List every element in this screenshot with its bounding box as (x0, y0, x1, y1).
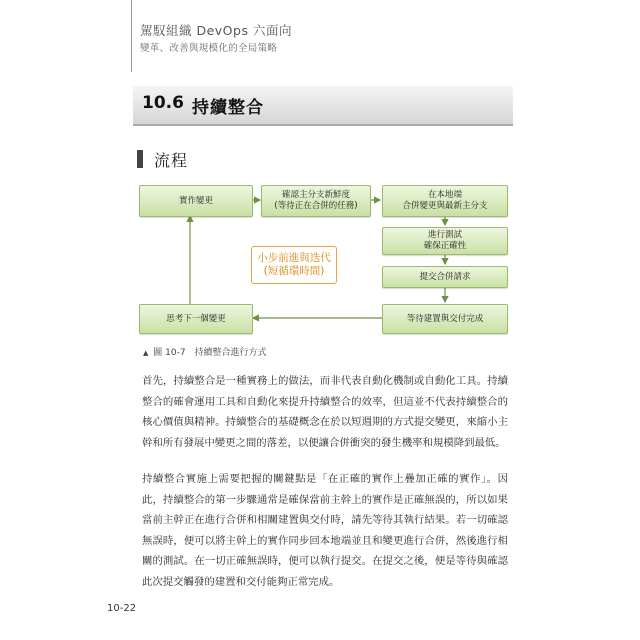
box-practice-change: 實作變更 (139, 185, 253, 217)
iteration-note: 小步前進與迭代 (短循環時間) (251, 246, 337, 284)
book-subtitle: 變革、改善與規模化的全局策略 (140, 43, 278, 54)
header-rule (131, 0, 132, 72)
ci-flow-diagram (130, 178, 512, 338)
subsection-title: 流程 (154, 151, 189, 170)
box-submit-merge-request: 提交合併請求 (382, 266, 508, 288)
book-title: 駕馭組織 DevOps 六面向 (140, 23, 292, 38)
section-number: 10.6 (142, 93, 184, 113)
page-number: 10-22 (107, 603, 137, 614)
box-merge-locally: 在本地端 合併變更與最新主分支 (382, 185, 508, 217)
section-heading-bar (133, 86, 513, 126)
body-paragraph: 持續整合實施上需要把握的關鍵點是「在正確的實作上疊加正確的實作」。因此，持續整合的第一步驟通常是確保當前主幹上的實作是正確無誤的，所以如果當前主幹正在進行合併和相關建置與交付時，請先等待其執行結果。若一切確認無誤時，便可以將主幹上的實作同步回本地端並且和變更進行合併，然後進行相關的測試。在一切正確無誤時，便可以執行提交。在提交之後，便是等待與確認此次提交觸發的建置和交付能夠正常完成。 (142, 473, 508, 588)
body-paragraph: 首先，持續整合是一種實務上的做法，而非代表自動化機制或自動化工具。持續整合的確會運用工具和自動化來提升持續整合的效率，但這並不代表持續整合的核心價值與精神。持續整合的基礎概念在於以短週期的方式提交變更，來縮小主幹和所有發展中變更之間的落差，以便讓合併衝突的發生機率和規模降到最低。 (142, 375, 508, 449)
box-think-next-change: 思考下一個變更 (139, 304, 253, 334)
figure-caption-text: 持續整合進行方式 (194, 348, 267, 358)
box-run-tests: 進行測試 確保正確性 (382, 227, 508, 255)
section-title: 持續整合 (192, 98, 264, 118)
subsection-marker (137, 150, 143, 168)
caption-triangle-icon: ▲ (143, 349, 149, 357)
box-confirm-main-branch: 確認主分支新鮮度 (等待正在合併的任務) (261, 185, 371, 217)
figure-caption (143, 345, 266, 358)
box-wait-build-delivery: 等待建置與交付完成 (382, 304, 508, 334)
figure-label: 圖 10-7 (153, 348, 186, 358)
